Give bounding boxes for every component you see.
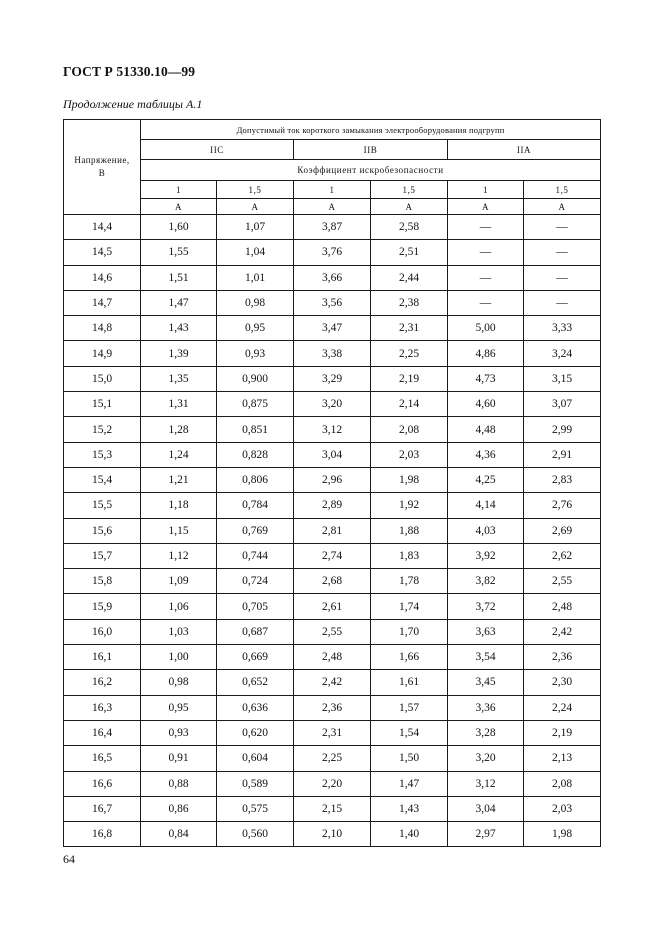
table-body <box>64 215 601 847</box>
current-value-cell: 0,724 <box>217 569 294 594</box>
unit-cell: А <box>524 199 601 215</box>
table-row <box>64 822 601 847</box>
current-value-cell: 1,98 <box>524 822 601 847</box>
current-value-cell: 1,54 <box>371 720 448 745</box>
coefficient-header: Коэффициент искробезопасности <box>141 160 601 181</box>
current-value-cell: 0,875 <box>217 392 294 417</box>
current-value-cell: 1,35 <box>141 366 217 391</box>
current-value-cell: 1,43 <box>141 316 217 341</box>
voltage-cell: 14,5 <box>64 240 141 265</box>
current-value-cell: 3,12 <box>294 417 371 442</box>
current-value-cell: 2,24 <box>524 695 601 720</box>
current-value-cell: 1,21 <box>141 467 217 492</box>
current-value-cell: — <box>524 240 601 265</box>
current-value-cell: 3,45 <box>448 670 524 695</box>
current-value-cell: 2,68 <box>294 569 371 594</box>
current-value-cell: 0,806 <box>217 467 294 492</box>
current-value-cell: 0,900 <box>217 366 294 391</box>
current-value-cell: 2,38 <box>371 290 448 315</box>
current-value-cell: 2,42 <box>524 619 601 644</box>
subgroup-iia: IIA <box>448 140 601 160</box>
subgroup-header-row <box>64 140 601 160</box>
current-value-cell: 0,784 <box>217 493 294 518</box>
current-value-cell: 1,57 <box>371 695 448 720</box>
current-value-cell: 0,91 <box>141 746 217 771</box>
current-value-cell: 2,15 <box>294 796 371 821</box>
current-value-cell: 3,04 <box>294 442 371 467</box>
table-row <box>64 645 601 670</box>
current-value-cell: 0,86 <box>141 796 217 821</box>
current-value-cell: 2,25 <box>294 746 371 771</box>
current-value-cell: 1,78 <box>371 569 448 594</box>
current-value-cell: 1,24 <box>141 442 217 467</box>
current-value-cell: 1,18 <box>141 493 217 518</box>
table-row <box>64 518 601 543</box>
voltage-cell: 16,0 <box>64 619 141 644</box>
current-value-cell: 3,54 <box>448 645 524 670</box>
current-value-cell: 3,28 <box>448 720 524 745</box>
current-value-cell: 1,61 <box>371 670 448 695</box>
coefficient-row <box>64 181 601 199</box>
current-value-cell: 1,66 <box>371 645 448 670</box>
current-value-cell: 0,93 <box>141 720 217 745</box>
current-value-cell: 2,30 <box>524 670 601 695</box>
current-value-cell: 4,73 <box>448 366 524 391</box>
current-table <box>63 119 601 847</box>
current-value-cell: 3,20 <box>448 746 524 771</box>
unit-cell: А <box>294 199 371 215</box>
current-value-cell: 2,96 <box>294 467 371 492</box>
current-value-cell: 1,07 <box>217 215 294 240</box>
current-value-cell: 0,636 <box>217 695 294 720</box>
table-row <box>64 720 601 745</box>
table-row <box>64 796 601 821</box>
current-value-cell: 2,48 <box>524 594 601 619</box>
current-value-cell: 3,04 <box>448 796 524 821</box>
voltage-cell: 16,5 <box>64 746 141 771</box>
current-value-cell: 2,81 <box>294 518 371 543</box>
current-value-cell: 0,95 <box>141 695 217 720</box>
current-value-cell: 2,76 <box>524 493 601 518</box>
current-value-cell: 2,31 <box>371 316 448 341</box>
current-value-cell: 3,47 <box>294 316 371 341</box>
current-value-cell: 0,828 <box>217 442 294 467</box>
current-value-cell: 1,12 <box>141 543 217 568</box>
current-value-cell: 3,29 <box>294 366 371 391</box>
current-value-cell: 4,25 <box>448 467 524 492</box>
current-value-cell: 2,10 <box>294 822 371 847</box>
table-row <box>64 265 601 290</box>
current-value-cell: 1,47 <box>141 290 217 315</box>
table-row <box>64 366 601 391</box>
coefficient-cell: 1 <box>141 181 217 199</box>
current-value-cell: 4,14 <box>448 493 524 518</box>
current-value-cell: 1,88 <box>371 518 448 543</box>
current-value-cell: 1,01 <box>217 265 294 290</box>
current-value-cell: 2,19 <box>524 720 601 745</box>
current-value-cell: — <box>524 215 601 240</box>
voltage-cell: 14,8 <box>64 316 141 341</box>
current-value-cell: 2,83 <box>524 467 601 492</box>
current-value-cell: 1,39 <box>141 341 217 366</box>
table-row <box>64 467 601 492</box>
table-row <box>64 215 601 240</box>
current-value-cell: 0,652 <box>217 670 294 695</box>
current-value-cell: 2,51 <box>371 240 448 265</box>
current-value-cell: — <box>448 265 524 290</box>
current-value-cell: 1,28 <box>141 417 217 442</box>
table-row <box>64 695 601 720</box>
current-value-cell: 2,69 <box>524 518 601 543</box>
coefficient-cell: 1,5 <box>217 181 294 199</box>
voltage-cell: 15,5 <box>64 493 141 518</box>
current-value-cell: 0,98 <box>217 290 294 315</box>
current-value-cell: 1,15 <box>141 518 217 543</box>
voltage-cell: 16,4 <box>64 720 141 745</box>
current-value-cell: 0,604 <box>217 746 294 771</box>
table-row <box>64 569 601 594</box>
current-value-cell: 2,42 <box>294 670 371 695</box>
current-value-cell: 2,89 <box>294 493 371 518</box>
coefficient-cell: 1 <box>448 181 524 199</box>
table-row <box>64 417 601 442</box>
table-row <box>64 543 601 568</box>
current-value-cell: 1,74 <box>371 594 448 619</box>
current-value-cell: 1,40 <box>371 822 448 847</box>
current-value-cell: 3,20 <box>294 392 371 417</box>
voltage-header-label: Напряжение, <box>74 155 130 165</box>
current-value-cell: 4,60 <box>448 392 524 417</box>
current-value-cell: 3,36 <box>448 695 524 720</box>
current-value-cell: 1,47 <box>371 771 448 796</box>
current-value-cell: — <box>524 265 601 290</box>
current-value-cell: 3,72 <box>448 594 524 619</box>
current-value-cell: 1,92 <box>371 493 448 518</box>
voltage-cell: 15,1 <box>64 392 141 417</box>
page-number: 64 <box>63 852 75 866</box>
current-value-cell: 0,705 <box>217 594 294 619</box>
current-value-cell: 2,74 <box>294 543 371 568</box>
table-caption: Продолжение таблицы А.1 <box>63 97 203 111</box>
coefficient-cell: 1,5 <box>371 181 448 199</box>
current-value-cell: 0,589 <box>217 771 294 796</box>
current-value-cell: 2,99 <box>524 417 601 442</box>
current-value-cell: 0,98 <box>141 670 217 695</box>
current-value-cell: 2,44 <box>371 265 448 290</box>
current-value-cell: 2,20 <box>294 771 371 796</box>
current-value-cell: — <box>448 290 524 315</box>
voltage-cell: 16,6 <box>64 771 141 796</box>
voltage-header-unit: В <box>98 168 106 178</box>
current-value-cell: 3,92 <box>448 543 524 568</box>
table-row <box>64 341 601 366</box>
voltage-cell: 15,9 <box>64 594 141 619</box>
current-value-cell: 2,55 <box>524 569 601 594</box>
current-value-cell: 0,669 <box>217 645 294 670</box>
current-value-cell: 2,55 <box>294 619 371 644</box>
current-value-cell: 2,13 <box>524 746 601 771</box>
current-value-cell: 4,86 <box>448 341 524 366</box>
current-value-cell: 2,03 <box>371 442 448 467</box>
current-value-cell: — <box>448 240 524 265</box>
coefficient-cell: 1,5 <box>524 181 601 199</box>
voltage-column-header <box>64 120 141 215</box>
current-value-cell: 3,76 <box>294 240 371 265</box>
voltage-cell: 16,3 <box>64 695 141 720</box>
voltage-cell: 15,2 <box>64 417 141 442</box>
unit-cell: А <box>217 199 294 215</box>
current-value-cell: 3,82 <box>448 569 524 594</box>
current-value-cell: 0,620 <box>217 720 294 745</box>
current-value-cell: 1,60 <box>141 215 217 240</box>
unit-cell: А <box>141 199 217 215</box>
current-value-cell: 2,19 <box>371 366 448 391</box>
current-value-cell: 0,84 <box>141 822 217 847</box>
table-row <box>64 493 601 518</box>
current-value-cell: 1,83 <box>371 543 448 568</box>
voltage-cell: 15,3 <box>64 442 141 467</box>
current-value-cell: 3,63 <box>448 619 524 644</box>
table-row <box>64 670 601 695</box>
voltage-cell: 15,4 <box>64 467 141 492</box>
current-value-cell: 4,36 <box>448 442 524 467</box>
current-value-cell: 0,93 <box>217 341 294 366</box>
table-row <box>64 619 601 644</box>
current-value-cell: 2,08 <box>524 771 601 796</box>
table-row <box>64 771 601 796</box>
current-value-cell: 1,43 <box>371 796 448 821</box>
voltage-cell: 16,7 <box>64 796 141 821</box>
current-value-cell: 3,12 <box>448 771 524 796</box>
table-row <box>64 316 601 341</box>
current-value-cell: 2,31 <box>294 720 371 745</box>
current-value-cell: — <box>448 215 524 240</box>
table-row <box>64 746 601 771</box>
current-value-cell: 1,98 <box>371 467 448 492</box>
current-value-cell: 3,07 <box>524 392 601 417</box>
subgroup-iib: IIB <box>294 140 448 160</box>
current-value-cell: 1,50 <box>371 746 448 771</box>
subgroup-iic: IIC <box>141 140 294 160</box>
coefficient-cell: 1 <box>294 181 371 199</box>
table-row <box>64 594 601 619</box>
voltage-cell: 14,6 <box>64 265 141 290</box>
current-value-cell: 3,38 <box>294 341 371 366</box>
current-value-cell: 0,744 <box>217 543 294 568</box>
current-value-cell: 0,851 <box>217 417 294 442</box>
table-row <box>64 442 601 467</box>
voltage-cell: 15,8 <box>64 569 141 594</box>
current-value-cell: 3,24 <box>524 341 601 366</box>
table-row <box>64 392 601 417</box>
current-value-cell: 1,03 <box>141 619 217 644</box>
voltage-cell: 15,6 <box>64 518 141 543</box>
current-value-cell: 2,25 <box>371 341 448 366</box>
current-value-cell: 2,14 <box>371 392 448 417</box>
current-value-cell: 3,66 <box>294 265 371 290</box>
voltage-cell: 15,0 <box>64 366 141 391</box>
voltage-cell: 16,2 <box>64 670 141 695</box>
current-value-cell: 2,48 <box>294 645 371 670</box>
current-value-cell: 1,70 <box>371 619 448 644</box>
current-value-cell: 1,06 <box>141 594 217 619</box>
current-value-cell: 2,58 <box>371 215 448 240</box>
current-value-cell: 1,51 <box>141 265 217 290</box>
voltage-cell: 14,4 <box>64 215 141 240</box>
unit-cell: А <box>371 199 448 215</box>
current-value-cell: 2,62 <box>524 543 601 568</box>
current-value-cell: 0,575 <box>217 796 294 821</box>
current-value-cell: 4,03 <box>448 518 524 543</box>
current-value-cell: 3,33 <box>524 316 601 341</box>
current-value-cell: 1,04 <box>217 240 294 265</box>
current-value-cell: 5,00 <box>448 316 524 341</box>
current-value-cell: 3,87 <box>294 215 371 240</box>
current-value-cell: 2,36 <box>294 695 371 720</box>
current-value-cell: 2,36 <box>524 645 601 670</box>
current-value-cell: 4,48 <box>448 417 524 442</box>
current-value-cell: 2,61 <box>294 594 371 619</box>
table-row <box>64 290 601 315</box>
current-value-cell: 0,769 <box>217 518 294 543</box>
current-value-cell: 1,00 <box>141 645 217 670</box>
current-value-cell: 2,08 <box>371 417 448 442</box>
current-value-cell: 0,687 <box>217 619 294 644</box>
current-value-cell: 2,97 <box>448 822 524 847</box>
current-value-cell: 1,31 <box>141 392 217 417</box>
voltage-cell: 14,9 <box>64 341 141 366</box>
current-value-cell: — <box>524 290 601 315</box>
voltage-cell: 16,1 <box>64 645 141 670</box>
voltage-cell: 16,8 <box>64 822 141 847</box>
current-value-cell: 0,95 <box>217 316 294 341</box>
voltage-cell: 14,7 <box>64 290 141 315</box>
current-value-cell: 0,560 <box>217 822 294 847</box>
table-row <box>64 240 601 265</box>
unit-cell: А <box>448 199 524 215</box>
document-title: ГОСТ Р 51330.10—99 <box>63 64 196 79</box>
current-value-cell: 0,88 <box>141 771 217 796</box>
current-value-cell: 1,09 <box>141 569 217 594</box>
unit-row <box>64 199 601 215</box>
group-header: Допустимый ток короткого замыкания электрооборудования подгрупп <box>141 120 601 140</box>
current-value-cell: 3,15 <box>524 366 601 391</box>
voltage-cell: 15,7 <box>64 543 141 568</box>
current-value-cell: 2,03 <box>524 796 601 821</box>
current-value-cell: 1,55 <box>141 240 217 265</box>
current-value-cell: 2,91 <box>524 442 601 467</box>
current-value-cell: 3,56 <box>294 290 371 315</box>
